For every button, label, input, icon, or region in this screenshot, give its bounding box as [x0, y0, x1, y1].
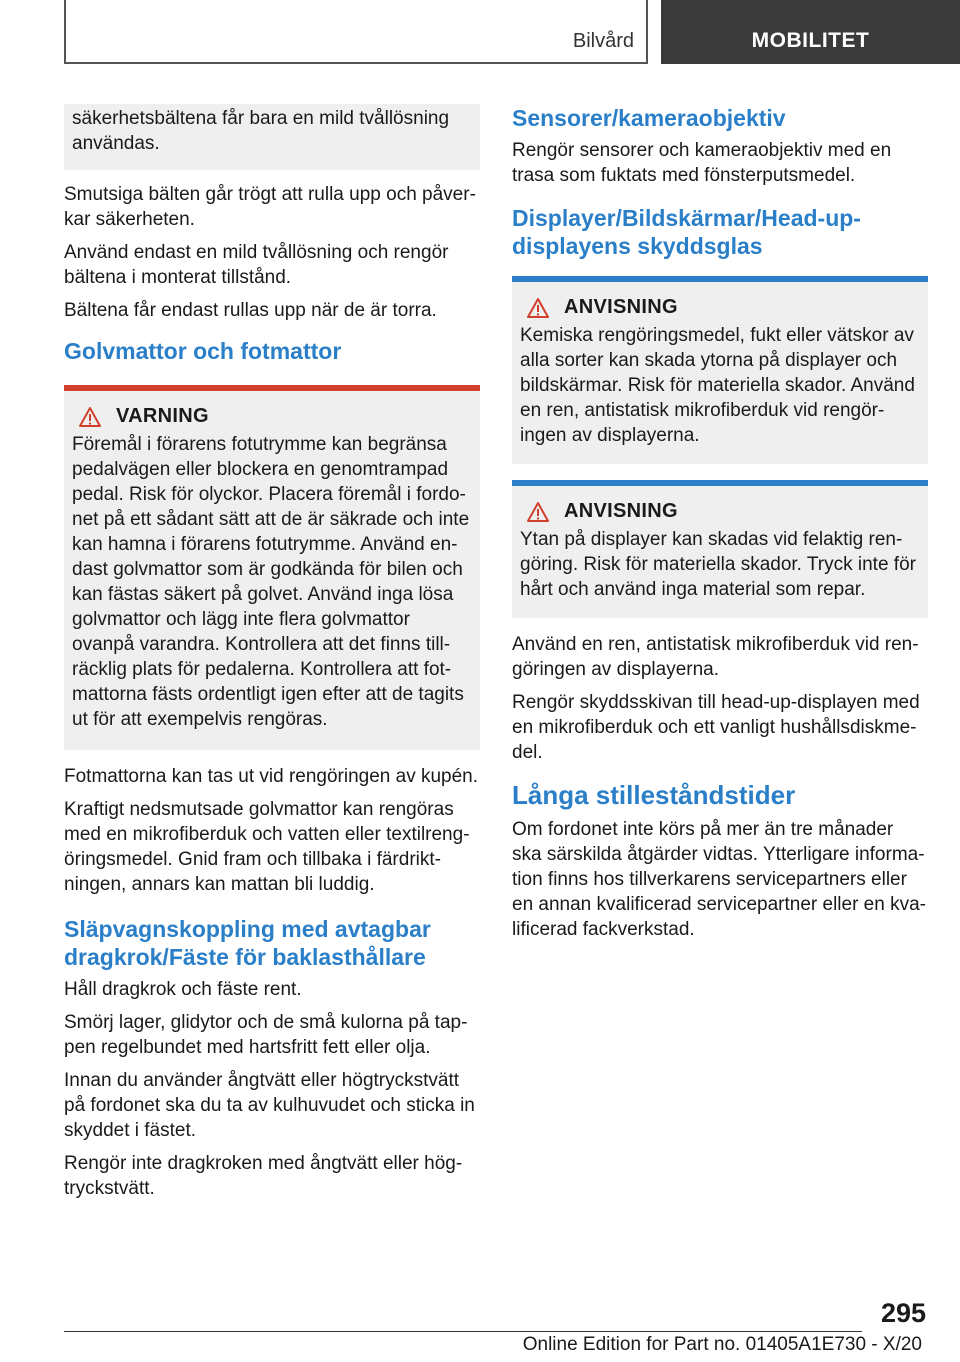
- paragraph: Använd en ren, antistatisk mikrofiberduk vid ren-göringen av displayerna.: [512, 634, 919, 680]
- notice-text: Ytan på displayer kan skadas vid felaktig ren-göring. Risk för materiella skador. Tryck inte för hårt och använd inga material som repar.: [520, 529, 916, 600]
- notice-label: ANVISNING: [564, 500, 678, 522]
- paragraph: Fotmattorna kan tas ut vid rengöringen av kupén.: [64, 766, 479, 787]
- header-chapter-tab: MOBILITET: [661, 0, 960, 64]
- paragraph: Rengör inte dragkroken med ångtvätt eller hög-tryckstvätt.: [64, 1153, 463, 1199]
- paragraph: Håll dragkrok och fäste rent.: [64, 979, 302, 1000]
- paragraph: Smörj lager, glidytor och de små kulorna på tap-pen regelbundet med hartsfritt fett eller olja.: [64, 1012, 468, 1058]
- warning-triangle-icon: [526, 501, 550, 523]
- warning-text: Föremål i förarens fotutrymme kan begränsa pedalvägen eller blockera en genomtrampad pedal. Risk för olyckor. Placera föremål i fordo-net på ett sådant sätt att de är säkrade och inte kan hamna i förarens fotutrymme. Använd en-dast golvmattor som är godkända för bilen och kan fästas säkert på golvet. Använd inga lösa golvmattor och lägg inte flera golvmattor ovanpå varandra. Kontrollera att det finns till-räcklig plats för pedalerna. Kontrollera att fot-mattorna fästs ordentligt igen efter att de tagits ut för att exempelvis rengöras.: [72, 434, 470, 730]
- paragraph: Innan du använder ångtvätt eller högtryckstvätt på fordonet ska du ta av kulhuvudet och sticka in skyddet i fästet.: [64, 1070, 475, 1141]
- footer-edition: Online Edition for Part no. 01405A1E730 - X/20: [522, 1334, 922, 1355]
- header-frame: [64, 0, 648, 64]
- heading-slapvagnskoppling: Släpvagnskoppling med avtagbar dragkrok/Fäste för baklasthållare: [64, 916, 431, 970]
- warning-triangle-icon: [78, 406, 102, 428]
- paragraph: Bältena får endast rullas upp när de är torra.: [64, 300, 437, 321]
- left-column: [64, 104, 480, 1209]
- warning-box: [64, 385, 480, 750]
- notice-text: Kemiska rengöringsmedel, fukt eller vätskor av alla sorter kan skada ytorna på displayer och bildskärmar. Risk för materiella skador. Använd en ren, antistatisk mikrofiberduk vid rengör-ingen av displayerna.: [520, 325, 915, 446]
- paragraph: Kraftigt nedsmutsade golvmattor kan rengöras med en mikrofiberduk och vatten eller textilreng-öringsmedel. Gnid fram och tillbaka i färdrikt-ningen, annars kan mattan bli luddig.: [64, 799, 470, 895]
- right-column: [512, 104, 928, 950]
- heading-langa-stillestandstider: Långa stilleståndstider: [512, 780, 796, 810]
- header-section-title: Bilvård: [572, 30, 634, 52]
- heading-displayer: Displayer/Bildskärmar/Head-up-displayens skyddsglas: [512, 205, 861, 259]
- page-number: 295: [880, 1298, 926, 1328]
- footer-divider: [64, 1331, 862, 1332]
- paragraph: Rengör sensorer och kameraobjektiv med en trasa som fuktats med fönsterputsmedel.: [512, 140, 892, 186]
- warning-label: VARNING: [116, 405, 209, 427]
- paragraph: Använd endast en mild tvållösning och rengör bältena i monterat tillstånd.: [64, 242, 449, 288]
- warning-triangle-icon: [526, 297, 550, 319]
- notice-label: ANVISNING: [564, 296, 678, 318]
- note-text: säkerhetsbältena får bara en mild tvållösning användas.: [72, 108, 450, 154]
- paragraph: Smutsiga bälten går trögt att rulla upp och påver-kar säkerheten.: [64, 184, 476, 230]
- paragraph: Om fordonet inte körs på mer än tre månader ska särskilda åtgärder vidtas. Ytterligare informa-tion finns hos tillverkarens servicepartners eller en annan kvalificerad servicepartner eller en kva-lificerad fackverkstad.: [512, 819, 926, 940]
- paragraph: Rengör skyddsskivan till head-up-displayen med en mikrofiberduk och ett vanligt hushållsdiskme-del.: [512, 692, 920, 763]
- heading-sensorer: Sensorer/kameraobjektiv: [512, 105, 786, 131]
- heading-golvmattor: Golvmattor och fotmattor: [64, 338, 342, 364]
- continued-note: [64, 104, 480, 170]
- notice-box-1: [512, 276, 928, 464]
- notice-box-2: [512, 480, 928, 618]
